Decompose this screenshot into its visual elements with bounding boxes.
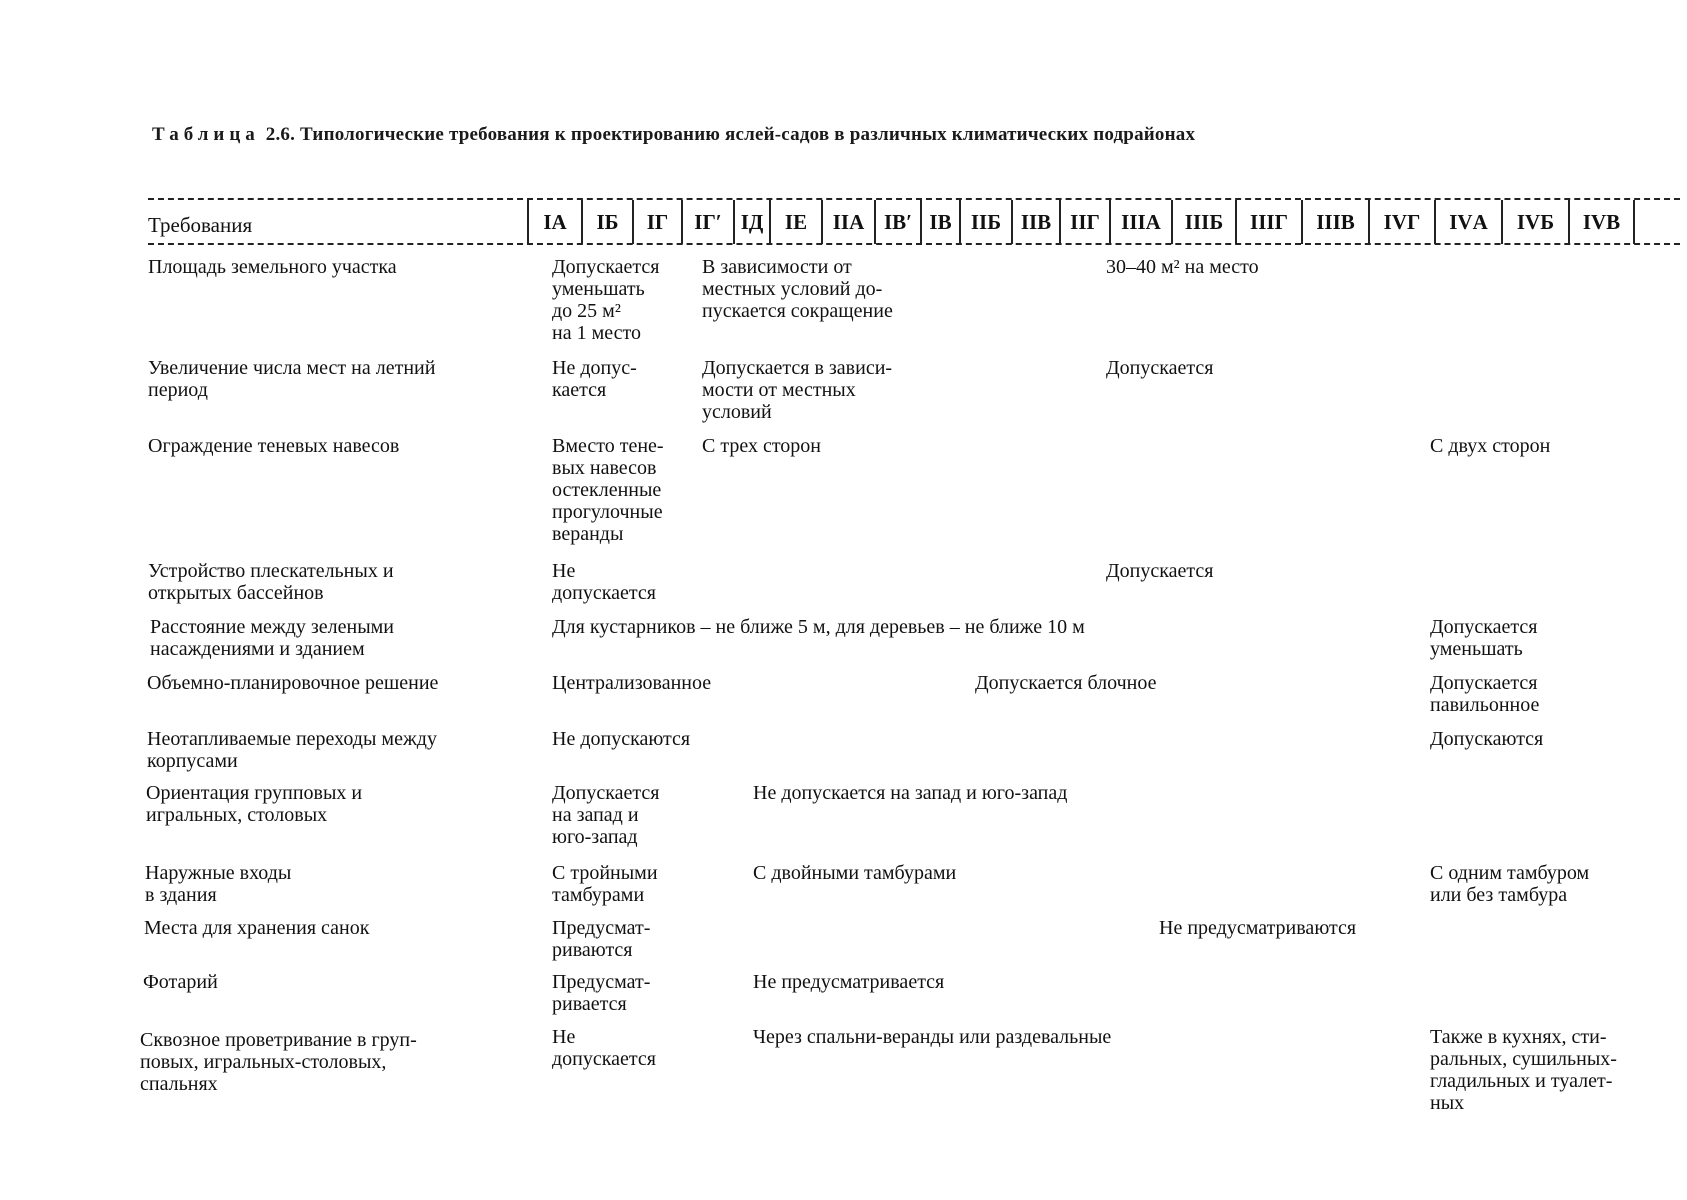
row-requirement: Устройство плескательных и открытых бассейнов [148,560,394,604]
zone-header-cell: IIВ [1011,200,1059,244]
row-cell: Допускается [1106,560,1214,582]
row-cell: Допускается уменьшать [1430,616,1538,660]
row-cell: Через спальни-веранды или раздевальные [753,1026,1112,1048]
row-cell: Не предусматриваются [1159,917,1357,939]
zone-header-cell: IЕ [769,200,821,244]
row-cell: Допускается в зависи- мости от местных условий [702,357,893,423]
zone-header-cell: IIБ [959,200,1011,244]
row-cell: Не допускаются [552,728,691,750]
row-cell: Не предусматривается [753,971,945,993]
zone-header-row [527,200,1635,244]
row-cell: Допускается павильонное [1430,672,1540,716]
row-cell: Допускается [1106,357,1214,379]
zone-header-cell: IIIА [1109,200,1171,244]
zone-header-cell: IГ′ [681,200,733,244]
row-cell: Не допус- кается [552,357,637,401]
zone-header-cell: IIIБ [1171,200,1235,244]
row-cell: Не допускается на запад и юго-запад [753,782,1068,804]
row-cell: Также в кухнях, сти- ральных, сушильных- гладильных и туалет- ных [1430,1026,1617,1114]
caption-lead: Таблица [152,124,260,145]
row-requirement: Площадь земельного участка [148,256,397,278]
row-cell: С одним тамбуром или без тамбура [1430,862,1590,906]
zone-header-cell: IА [527,200,581,244]
row-cell: 30–40 м² на место [1106,256,1259,278]
row-requirement: Расстояние между зелеными насаждениями и зданием [150,616,394,660]
row-cell: Допускается на запад и юго-запад [552,782,660,848]
zone-header-cell: IВ′ [874,200,920,244]
row-requirement: Наружные входы в здания [145,862,292,906]
row-cell: С тройными тамбурами [552,862,658,906]
row-cell: Централизованное [552,672,712,694]
row-cell: Допускается блочное [975,672,1157,694]
row-cell: Допускаются [1430,728,1544,750]
zone-header-cell: IГ [632,200,681,244]
row-cell: Не допускается [552,1026,656,1070]
row-cell: С двух сторон [1430,435,1551,457]
zone-header-cell: IIГ [1059,200,1109,244]
zone-header-cell: IVВ [1568,200,1635,244]
header-requirements: Требования [148,213,253,237]
zone-header-cell: IVБ [1501,200,1568,244]
row-cell: Не допускается [552,560,656,604]
row-requirement: Объемно-планировочное решение [147,672,439,694]
row-cell: Для кустарников – не ближе 5 м, для деревьев – не ближе 10 м [552,616,1085,638]
zone-header-cell: IVА [1434,200,1501,244]
row-cell: Допускается уменьшать до 25 м² на 1 место [552,256,660,344]
zone-header-cell: IВ [920,200,959,244]
row-cell: Предусмат- риваются [552,917,651,961]
row-requirement: Увеличение числа мест на летний период [148,357,436,401]
zone-header-cell: IIIВ [1301,200,1368,244]
zone-header-cell: IД [733,200,769,244]
zone-header-cell: IIIГ [1235,200,1301,244]
row-requirement: Сквозное проветривание в груп- повых, игральных-столовых, спальнях [140,1029,417,1095]
row-requirement: Неотапливаемые переходы между корпусами [147,728,437,772]
row-requirement: Ориентация групповых и игральных, столовых [146,782,363,826]
row-requirement: Ограждение теневых навесов [148,435,400,457]
caption-text: 2.6. Типологические требования к проектированию яслей-садов в различных климатических подрайонах [265,124,1196,145]
row-requirement: Места для хранения санок [144,917,370,939]
row-cell: Вместо тене- вых навесов остекленные прогулочные веранды [552,435,664,545]
row-cell: С трех сторон [702,435,821,457]
row-cell: Предусмат- ривается [552,971,651,1015]
row-requirement: Фотарий [143,971,218,993]
zone-header-cell: IVГ [1368,200,1434,244]
zone-header-cell: IIА [821,200,874,244]
row-cell: В зависимости от местных условий до- пускается сокращение [702,256,893,322]
zone-header-cell: IБ [581,200,632,244]
table-caption [152,124,1195,146]
row-cell: С двойными тамбурами [753,862,957,884]
